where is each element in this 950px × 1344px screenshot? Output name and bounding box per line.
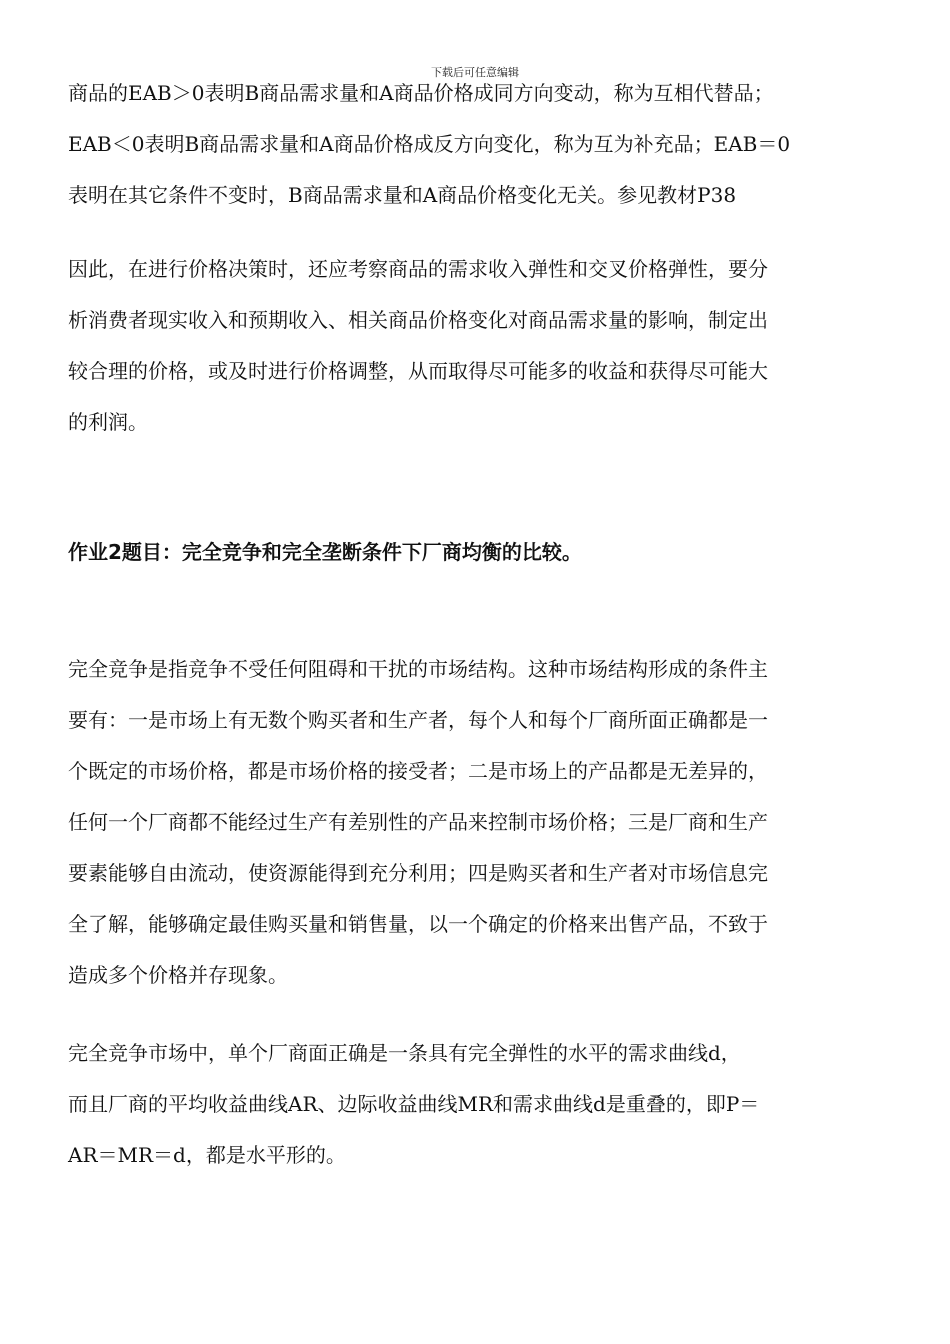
paragraph-perfect-competition — [68, 644, 886, 1001]
text-line: 表明在其它条件不变时，B商品需求量和A商品价格变化无关。参见教材P38 — [68, 183, 737, 207]
text-line: 全了解，能够确定最佳购买量和销售量，以一个确定的价格来出售产品，不致于 — [68, 912, 768, 936]
text-line: 完全竞争是指竞争不受任何阻碍和干扰的市场结构。这种市场结构形成的条件主 — [68, 657, 768, 681]
text-line: 任何一个厂商都不能经过生产有差别性的产品来控制市场价格；三是厂商和生产 — [68, 810, 768, 834]
text-line: 要有：一是市场上有无数个购买者和生产者，每个人和每个厂商所面正确都是一 — [68, 708, 768, 732]
text-line: 析消费者现实收入和预期收入、相关商品价格变化对商品需求量的影响，制定出 — [68, 308, 768, 332]
text-line: EAB＜0表明B商品需求量和A商品价格成反方向变化，称为互为补充品；EAB＝0 — [68, 132, 791, 156]
text-line: 个既定的市场价格，都是市场价格的接受者；二是市场上的产品都是无差异的， — [68, 759, 768, 783]
assignment-heading: 作业2题目：完全竞争和完全垄断条件下厂商均衡的比较。 — [68, 540, 582, 564]
page-header-note: 下载后可任意编辑 — [431, 66, 519, 79]
text-line: 商品的EAB＞0表明B商品需求量和A商品价格成同方向变动，称为互相代替品； — [68, 81, 774, 105]
paragraph-pricing-decision — [68, 244, 886, 448]
text-line: 造成多个价格并存现象。 — [68, 963, 288, 987]
text-line: 完全竞争市场中，单个厂商面正确是一条具有完全弹性的水平的需求曲线d， — [68, 1041, 741, 1065]
text-line: 的利润。 — [68, 410, 148, 434]
text-line: AR＝MR＝d，都是水平形的。 — [68, 1143, 346, 1167]
text-line: 因此，在进行价格决策时，还应考察商品的需求收入弹性和交叉价格弹性，要分 — [68, 257, 768, 281]
paragraph-demand-curve — [68, 1028, 886, 1181]
text-line: 要素能够自由流动，使资源能得到充分利用；四是购买者和生产者对市场信息完 — [68, 861, 768, 885]
text-line: 较合理的价格，或及时进行价格调整，从而取得尽可能多的收益和获得尽可能大 — [68, 359, 768, 383]
text-line: 而且厂商的平均收益曲线AR、边际收益曲线MR和需求曲线d是重叠的，即P＝ — [68, 1092, 760, 1116]
paragraph-cross-elasticity — [68, 68, 886, 221]
